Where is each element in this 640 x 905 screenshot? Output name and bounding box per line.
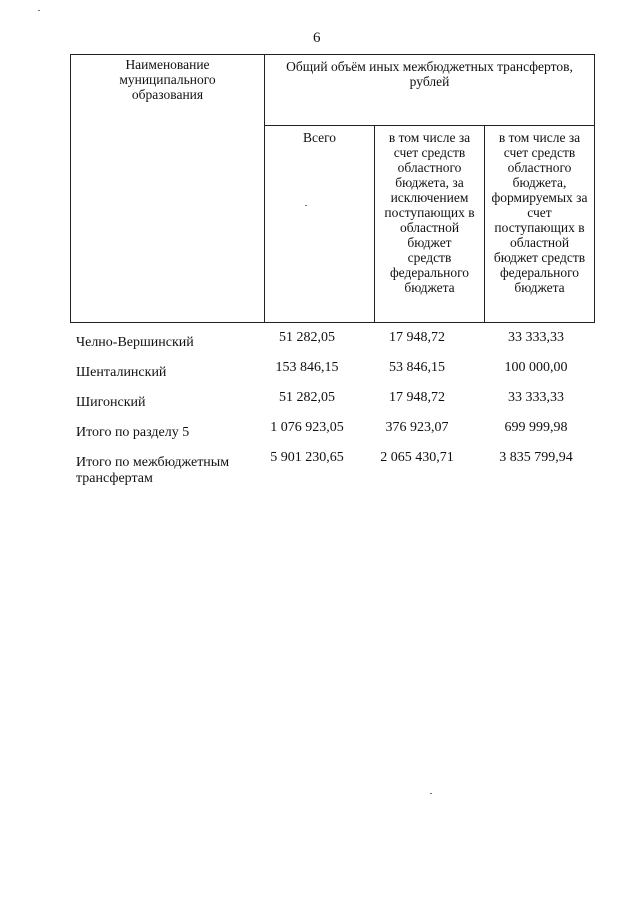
table-header	[70, 54, 595, 323]
table-row	[76, 360, 596, 390]
header-name-column: Наименование муниципального образования	[71, 55, 265, 323]
table-body	[76, 330, 596, 486]
header-total-column: Всего	[265, 126, 375, 323]
row-regional: 2 065 430,71	[380, 450, 454, 465]
row-total: 1 076 923,05	[270, 420, 344, 435]
table-row	[76, 390, 596, 420]
row-name: Шигонский	[76, 395, 146, 410]
row-name: Шенталинский	[76, 365, 167, 380]
row-name: Итого по разделу 5	[76, 425, 190, 440]
scan-speck	[305, 205, 307, 206]
row-name: Итого по межбюджетным трансфертам	[76, 455, 230, 486]
table-row	[76, 420, 596, 450]
scan-speck	[38, 10, 40, 11]
row-regional: 53 846,15	[389, 360, 445, 375]
table-row	[76, 330, 596, 360]
header-main-column: Общий объём иных межбюджетных трансфертов, рублей	[265, 55, 595, 126]
row-federal: 3 835 799,94	[499, 450, 573, 465]
row-federal: 699 999,98	[504, 420, 568, 435]
header-regional-column: в том числе за счет средств областного бюджета, за исключением поступающих в областной бюджет средств федерального бюджета	[375, 126, 485, 323]
row-federal: 100 000,00	[504, 360, 568, 375]
row-total: 51 282,05	[279, 330, 335, 345]
row-total: 5 901 230,65	[270, 450, 344, 465]
row-total: 153 846,15	[275, 360, 339, 375]
row-regional: 376 923,07	[385, 420, 449, 435]
scan-speck	[430, 793, 432, 794]
row-federal: 33 333,33	[508, 330, 564, 345]
table-row	[76, 450, 596, 486]
row-regional: 17 948,72	[389, 330, 445, 345]
row-name: Челно-Вершинский	[76, 335, 194, 350]
page-number: 6	[313, 30, 321, 46]
row-federal: 33 333,33	[508, 390, 564, 405]
row-total: 51 282,05	[279, 390, 335, 405]
row-regional: 17 948,72	[389, 390, 445, 405]
header-federal-column: в том числе за счет средств областного бюджета, формируемых за счет поступающих в областной бюджет средств федерального бюджета	[485, 126, 595, 323]
